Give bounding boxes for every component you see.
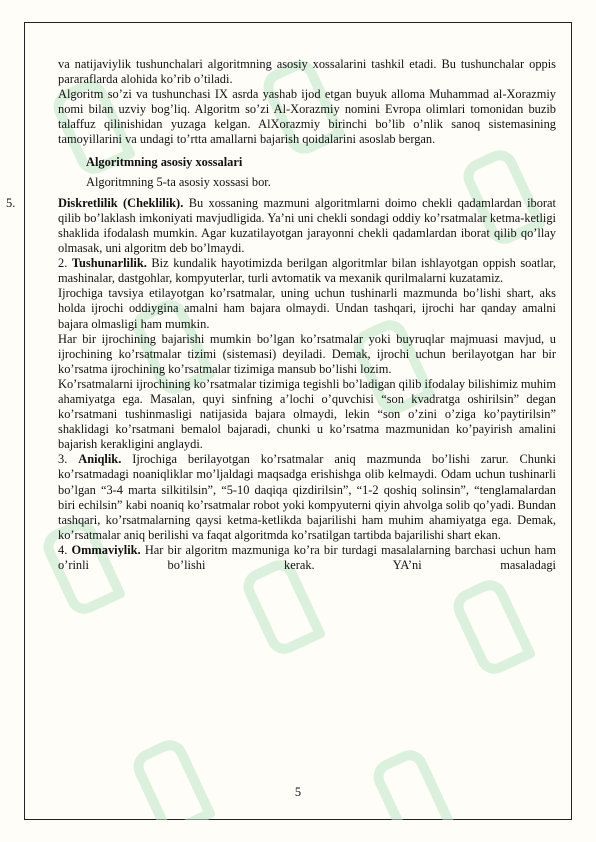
property-body: Har bir algoritm mazmuniga ko’ra bir turdagi masalalarning barchasi uchun ham o’rinli bo’lishi kerak. YA’ni masaladagi [58, 542, 556, 572]
list-marker: 3. [58, 452, 68, 467]
section-heading: Algoritmning asosiy xossalari [86, 154, 243, 169]
property-title: Ommaviylik. [71, 542, 141, 557]
document-body [6, 57, 556, 573]
intro-paragraph-2: Algoritm so’zi va tushunchasi IX asrda yashab ijod etgan buyuk alloma Muhammad al-Xorazmiy nomi bilan uzviy bog’liq. Algoritm so’zi Al-Xorazmiy nomini Evropa olimlari tomonidan buzib talaffuz qilinishidan yuzaga kelgan. AlXorazmiy birinchi bo’lib o’nlik sanoq sistemasining tamoyillarini va undagi to’rtta amallarni bajarish qoidalarini asoslab bergan. [58, 87, 556, 147]
property-body: Ijrochiga berilayotgan ko’rsatmalar aniq mazmunda bo’lishi zarur. Chunki ko’rsatmadagi noaniqliklar mo’ljaldagi maqsadga erishishga olib kelmaydi. Odam uchun tushinarli bo’lgan “3-4 marta silkitilsin”, “5-10 daqiqa qizdirilsin”, “1-2 qoshiq solinsin”, “tenglamalardan biri echilsin” kabi noaniq ko’rsatmalar robot yoki kompyuterni qiyin ahvolga solib qo’yadi. Bundan tashqari, ko’rsatmalarning qaysi ketma-ketlikda bajarilishi ham muhim ahamiyatga ega. Demak, ko’rsatmalar aniq berilishi va faqat algoritmda ko’rsatilgan tartibda bajarilishi shart ekan. [58, 452, 556, 542]
tushunarlilik-paragraph-4: Ko’rsatmalarni ijrochining ko’rsatmalar tizimiga tegishli bo’ladigan qilib ifodalay bilishimiz muhim ahamiyatga ega. Masalan, quyi sinfning a’lochi o’quvchisi “son kvadratga oshirilsin” degan ko’rsatmani tushinmasligi natijasida bajara olmaydi, lekin “son o’zini o’ziga ko’paytirilsin” shaklidagi ko’rsatmani bemalol bajaradi, chunki u ko’rsatma mazmunidan ko’payirish amalini bajarish kerakligini anglaydi. [58, 376, 556, 452]
property-body: Bu xossaning mazmuni algoritmlarni doimo chekli qadamlardan iborat qilib bo’laklash imkoniyati mavjudligida. Ya’ni uni chekli sondagi oddiy ko’rsatmalar ketma-ketligi shaklida ifodalash mumkin. Agar kuzatilayotgan jarayonni chekli qadamlardan iborat qilib qo’llay olmasak, uni algoritm deb bo’lmaydi. [58, 195, 556, 256]
intro-paragraph-1: va natijaviylik tushunchalari algoritmning asosiy xossalarini tashkil etadi. Bu tushunchalar oppis pararaflarda alohida ko’rib o’tiladi. [58, 57, 556, 87]
property-title: Diskretlilik (Cheklilik). [58, 195, 184, 210]
page-number: 5 [294, 785, 302, 799]
property-tushunarlilik [58, 256, 556, 286]
property-ommaviylik [58, 543, 556, 573]
tushunarlilik-paragraph-3: Har bir ijrochining bajarishi mumkin bo’lgan ko’rsatmalar yoki buyruqlar majmuasi mavjud, u ijrochining ko’rsatmalar tizimi (sistemasi) deyiladi. Demak, ijrochi uchun berilayotgan har bir ko’rsatma ijrochining ko’rsatmalar tizimiga mansub bo’lishi lozim. [58, 331, 556, 376]
property-diskretlilik [6, 195, 556, 256]
list-marker: 5. [6, 195, 16, 210]
list-marker: 4. [58, 542, 68, 557]
property-title: Aniqlik. [78, 452, 122, 467]
tushunarlilik-paragraph-2: Ijrochiga tavsiya etilayotgan ko’rsatmalar, uning uchun tushinarli mazmunda bo’lishi shart, aks holda ijrochi oddiygina amalni ham bajara olmaydi. Undan tashqari, ijrochi har qanday amalni bajara olmasligi ham mumkin. [58, 286, 556, 331]
list-marker: 2. [58, 256, 68, 271]
property-body: Biz kundalik hayotimizda berilgan algoritmlar bilan ishlayotgan oppish soatlar, mashinalar, dastgohlar, kompyuterlar, turli avtomatik va mexanik qurilmalarni kuzatamiz. [58, 256, 556, 286]
property-aniqlik [58, 452, 556, 543]
section-intro: Algoritmning 5-ta asosiy xossasi bor. [86, 174, 271, 189]
property-title: Tushunarlilik. [71, 256, 147, 271]
